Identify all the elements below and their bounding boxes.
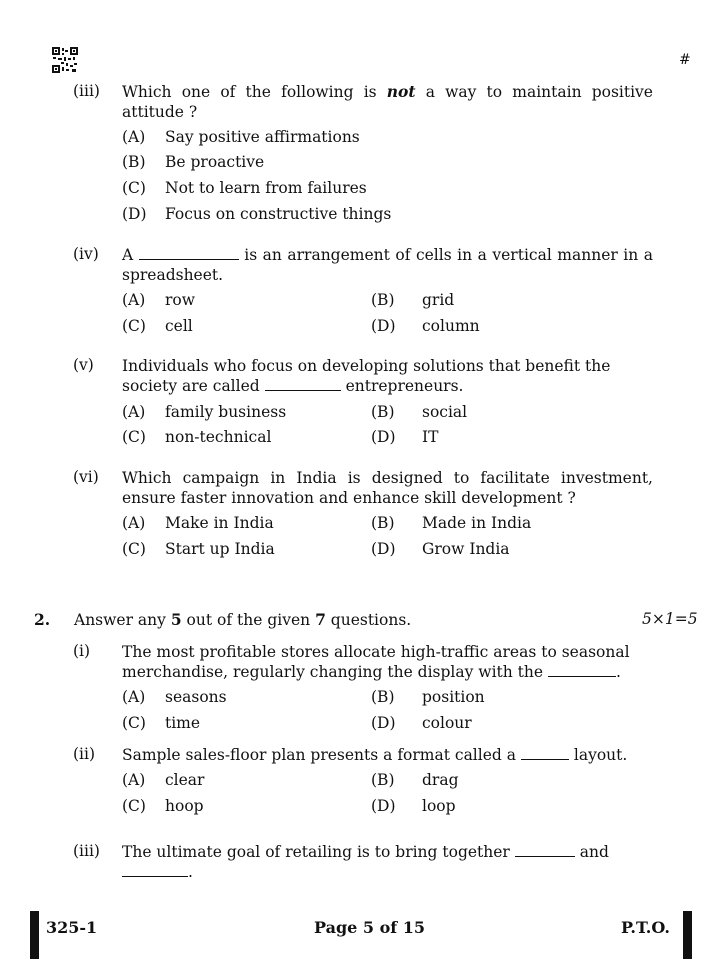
answer-blank bbox=[265, 376, 341, 391]
option-text: Start up India bbox=[165, 540, 275, 558]
option-label: (C) bbox=[122, 714, 146, 732]
header-hash: # bbox=[679, 52, 691, 68]
option-label: (A) bbox=[122, 514, 146, 532]
question-number: (ii) bbox=[73, 745, 96, 763]
option-text: hoop bbox=[165, 797, 204, 815]
option-label: (A) bbox=[122, 403, 146, 421]
paper-code: 325-1 bbox=[46, 918, 98, 937]
option-text: colour bbox=[422, 714, 472, 732]
question-text: The ultimate goal of retailing is to bring together and . bbox=[122, 843, 609, 881]
option-label: (A) bbox=[122, 771, 146, 789]
option-label: (A) bbox=[122, 291, 146, 309]
option-text: clear bbox=[165, 771, 205, 789]
option-text: time bbox=[165, 714, 201, 732]
question-text: Sample sales-floor plan presents a format called a layout. bbox=[122, 746, 628, 764]
question-number: (i) bbox=[73, 642, 91, 660]
option-label: (B) bbox=[371, 514, 395, 532]
option-text: Grow India bbox=[422, 540, 510, 558]
option-label: (D) bbox=[122, 205, 147, 223]
option-label: (D) bbox=[371, 317, 396, 335]
option-label: (A) bbox=[122, 688, 146, 706]
answer-blank bbox=[139, 245, 239, 260]
emphasis-text: not bbox=[386, 82, 416, 101]
option-label: (B) bbox=[371, 771, 395, 789]
option-label: (A) bbox=[122, 128, 146, 146]
option-label: (C) bbox=[122, 317, 146, 335]
option-text: seasons bbox=[165, 688, 227, 706]
option-label: (D) bbox=[371, 428, 396, 446]
question-text: Which campaign in India is designed to facilitate investment, ensure faster innovation and enhance skill development ? bbox=[122, 469, 653, 507]
option-text: IT bbox=[422, 428, 439, 446]
option-label: (D) bbox=[371, 540, 396, 558]
question-number: (iii) bbox=[73, 842, 100, 860]
answer-blank bbox=[515, 842, 575, 857]
answer-blank bbox=[521, 745, 569, 760]
option-label: (B) bbox=[122, 153, 146, 171]
option-text: family business bbox=[165, 403, 287, 421]
option-text: Make in India bbox=[165, 514, 274, 532]
option-text: Say positive affirmations bbox=[165, 128, 360, 146]
question-number: (iv) bbox=[73, 245, 99, 263]
pto-label: P.T.O. bbox=[621, 918, 670, 937]
question-number: (v) bbox=[73, 356, 94, 374]
option-text: Made in India bbox=[422, 514, 532, 532]
question-instruction: Answer any 5 out of the given 7 questions. bbox=[74, 610, 412, 629]
option-text: non-technical bbox=[165, 428, 272, 446]
option-text: row bbox=[165, 291, 196, 309]
option-label: (C) bbox=[122, 428, 146, 446]
qr-code-icon bbox=[52, 47, 78, 73]
option-label: (B) bbox=[371, 403, 395, 421]
option-text: position bbox=[422, 688, 485, 706]
answer-blank bbox=[548, 662, 616, 677]
option-text: column bbox=[422, 317, 480, 335]
option-text: cell bbox=[165, 317, 193, 335]
option-label: (B) bbox=[371, 291, 395, 309]
option-label: (C) bbox=[122, 540, 146, 558]
option-text: drag bbox=[422, 771, 459, 789]
option-label: (B) bbox=[371, 688, 395, 706]
question-text: A is an arrangement of cells in a vertical manner in a spreadsheet. bbox=[122, 246, 653, 284]
question-text: The most profitable stores allocate high-traffic areas to seasonal merchandise, regularly changing the display with the . bbox=[122, 643, 630, 681]
footer-bar-right bbox=[683, 911, 692, 959]
option-text: social bbox=[422, 403, 468, 421]
question-number: 2. bbox=[34, 610, 51, 629]
answer-blank bbox=[122, 862, 188, 877]
option-text: loop bbox=[422, 797, 456, 815]
option-label: (C) bbox=[122, 797, 146, 815]
question-number: (vi) bbox=[73, 468, 99, 486]
marks-label: 5×1=5 bbox=[642, 610, 698, 628]
option-text: Not to learn from failures bbox=[165, 179, 367, 197]
option-text: grid bbox=[422, 291, 455, 309]
page-number: Page 5 of 15 bbox=[314, 918, 425, 937]
option-label: (D) bbox=[371, 797, 396, 815]
option-label: (D) bbox=[371, 714, 396, 732]
option-label: (C) bbox=[122, 179, 146, 197]
question-number: (iii) bbox=[73, 82, 100, 100]
option-text: Focus on constructive things bbox=[165, 205, 392, 223]
question-text: Individuals who focus on developing solutions that benefit the society are called entrepreneurs. bbox=[122, 357, 611, 395]
footer-bar-left bbox=[30, 911, 39, 959]
question-text: Which one of the following is not a way to maintain positive attitude ? bbox=[122, 82, 653, 121]
option-text: Be proactive bbox=[165, 153, 265, 171]
